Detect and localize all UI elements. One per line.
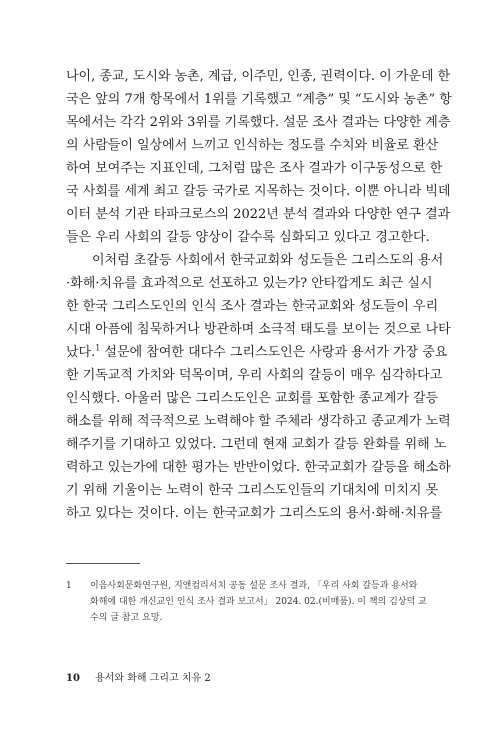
text-line: 한 한국 그리스도인의 인식 조사 결과는 한국교회와 성도들이 우리 [66, 299, 439, 314]
paragraph-1 [66, 65, 452, 249]
text-line: 나이, 종교, 도시와 농촌, 계급, 이주민, 인종, 권력이다. 이 가운데 한 [66, 69, 451, 84]
text-line: 들은 우리 사회의 갈등 양상이 갈수록 심화되고 있다고 경고한다. [66, 230, 430, 245]
text-line: 해소를 위해 적극적으로 노력해야 할 주체라 생각하고 종교계가 노력 [66, 414, 451, 429]
body-text [66, 65, 452, 525]
text-line: 의 사람들이 일상에서 느끼고 인식하는 정도를 수치와 비율로 환산 [66, 138, 439, 153]
text-line: 하고 있다는 것이다. 이는 한국교회가 그리스도의 용서·화해·치유를 [66, 506, 443, 521]
text-line: 기 위해 기울이는 노력이 한국 그리스도인들의 기대치에 미치지 못 [66, 483, 439, 498]
footnote-body [90, 578, 427, 626]
footnote-number: 1 [66, 581, 72, 591]
footnote-reference[interactable]: 1 [95, 343, 101, 353]
page-footer [66, 669, 211, 684]
text-line: 력하고 있는가에 대한 평가는 반반이었다. 한국교회가 갈등을 해소하 [66, 460, 451, 475]
text-line: 시대 아픔에 침묵하거나 방관하며 소극적 태도를 보이는 것으로 나타 [66, 322, 451, 337]
footnote-line: 수의 글 참고 요망. [90, 613, 163, 623]
text-line: 국 사회를 세계 최고 갈등 국가로 지목하는 것이다. 이뿐 아니라 빅데 [66, 184, 451, 199]
text-line: 목에서는 각각 2위와 3위를 기록했다. 설문 조사 결과는 다양한 계층 [66, 115, 451, 130]
running-title: 용서와 화해 그리고 치유 2 [95, 673, 211, 684]
text-line: 이처럼 초갈등 사회에서 한국교회와 성도들은 그리스도의 용서 [92, 253, 444, 268]
text-line: 국은 앞의 7개 항목에서 1위를 기록했고 “계층” 및 “도시와 농촌” 항 [66, 92, 452, 107]
paragraph-2 [66, 249, 451, 525]
text-line: 해주기를 기대하고 있었다. 그런데 현재 교회가 갈등 완화를 위해 노 [66, 437, 447, 452]
footnote-divider [66, 563, 140, 564]
text-segment: 났다. [66, 345, 96, 360]
page-number: 10 [66, 673, 80, 684]
text-line: 인식했다. 아울러 많은 그리스도인은 교회를 포함한 종교계가 갈등 [66, 391, 439, 406]
footnote-line: 이음사회문화연구원, 지앤컴리서치 공동 설문 조사 결과, 「우리 사회 갈등과 용서와 [90, 581, 418, 591]
text-line: 하여 보여주는 지표인데, 그처럼 많은 조사 결과가 이구동성으로 한 [66, 161, 443, 176]
text-line-with-footnote [66, 341, 448, 364]
text-line: ·화해·치유를 효과적으로 선포하고 있는가? 안타깝게도 최근 실시 [66, 276, 433, 291]
text-line: 한 기독교적 가치와 덕목이며, 우리 사회의 갈등이 매우 심각하다고 [66, 368, 443, 383]
text-line: 이터 분석 기관 타파크로스의 2022년 분석 결과와 다양한 연구 결과 [66, 207, 451, 222]
footnote-line: 화해에 대한 개신교인 인식 조사 결과 보고서」 2024. 02.(비매품). 이 책의 김상덕 교 [90, 597, 427, 607]
text-segment: 설문에 참여한 대다수 그리스도인은 사랑과 용서가 가장 중요 [100, 345, 448, 360]
footnote [66, 578, 427, 626]
